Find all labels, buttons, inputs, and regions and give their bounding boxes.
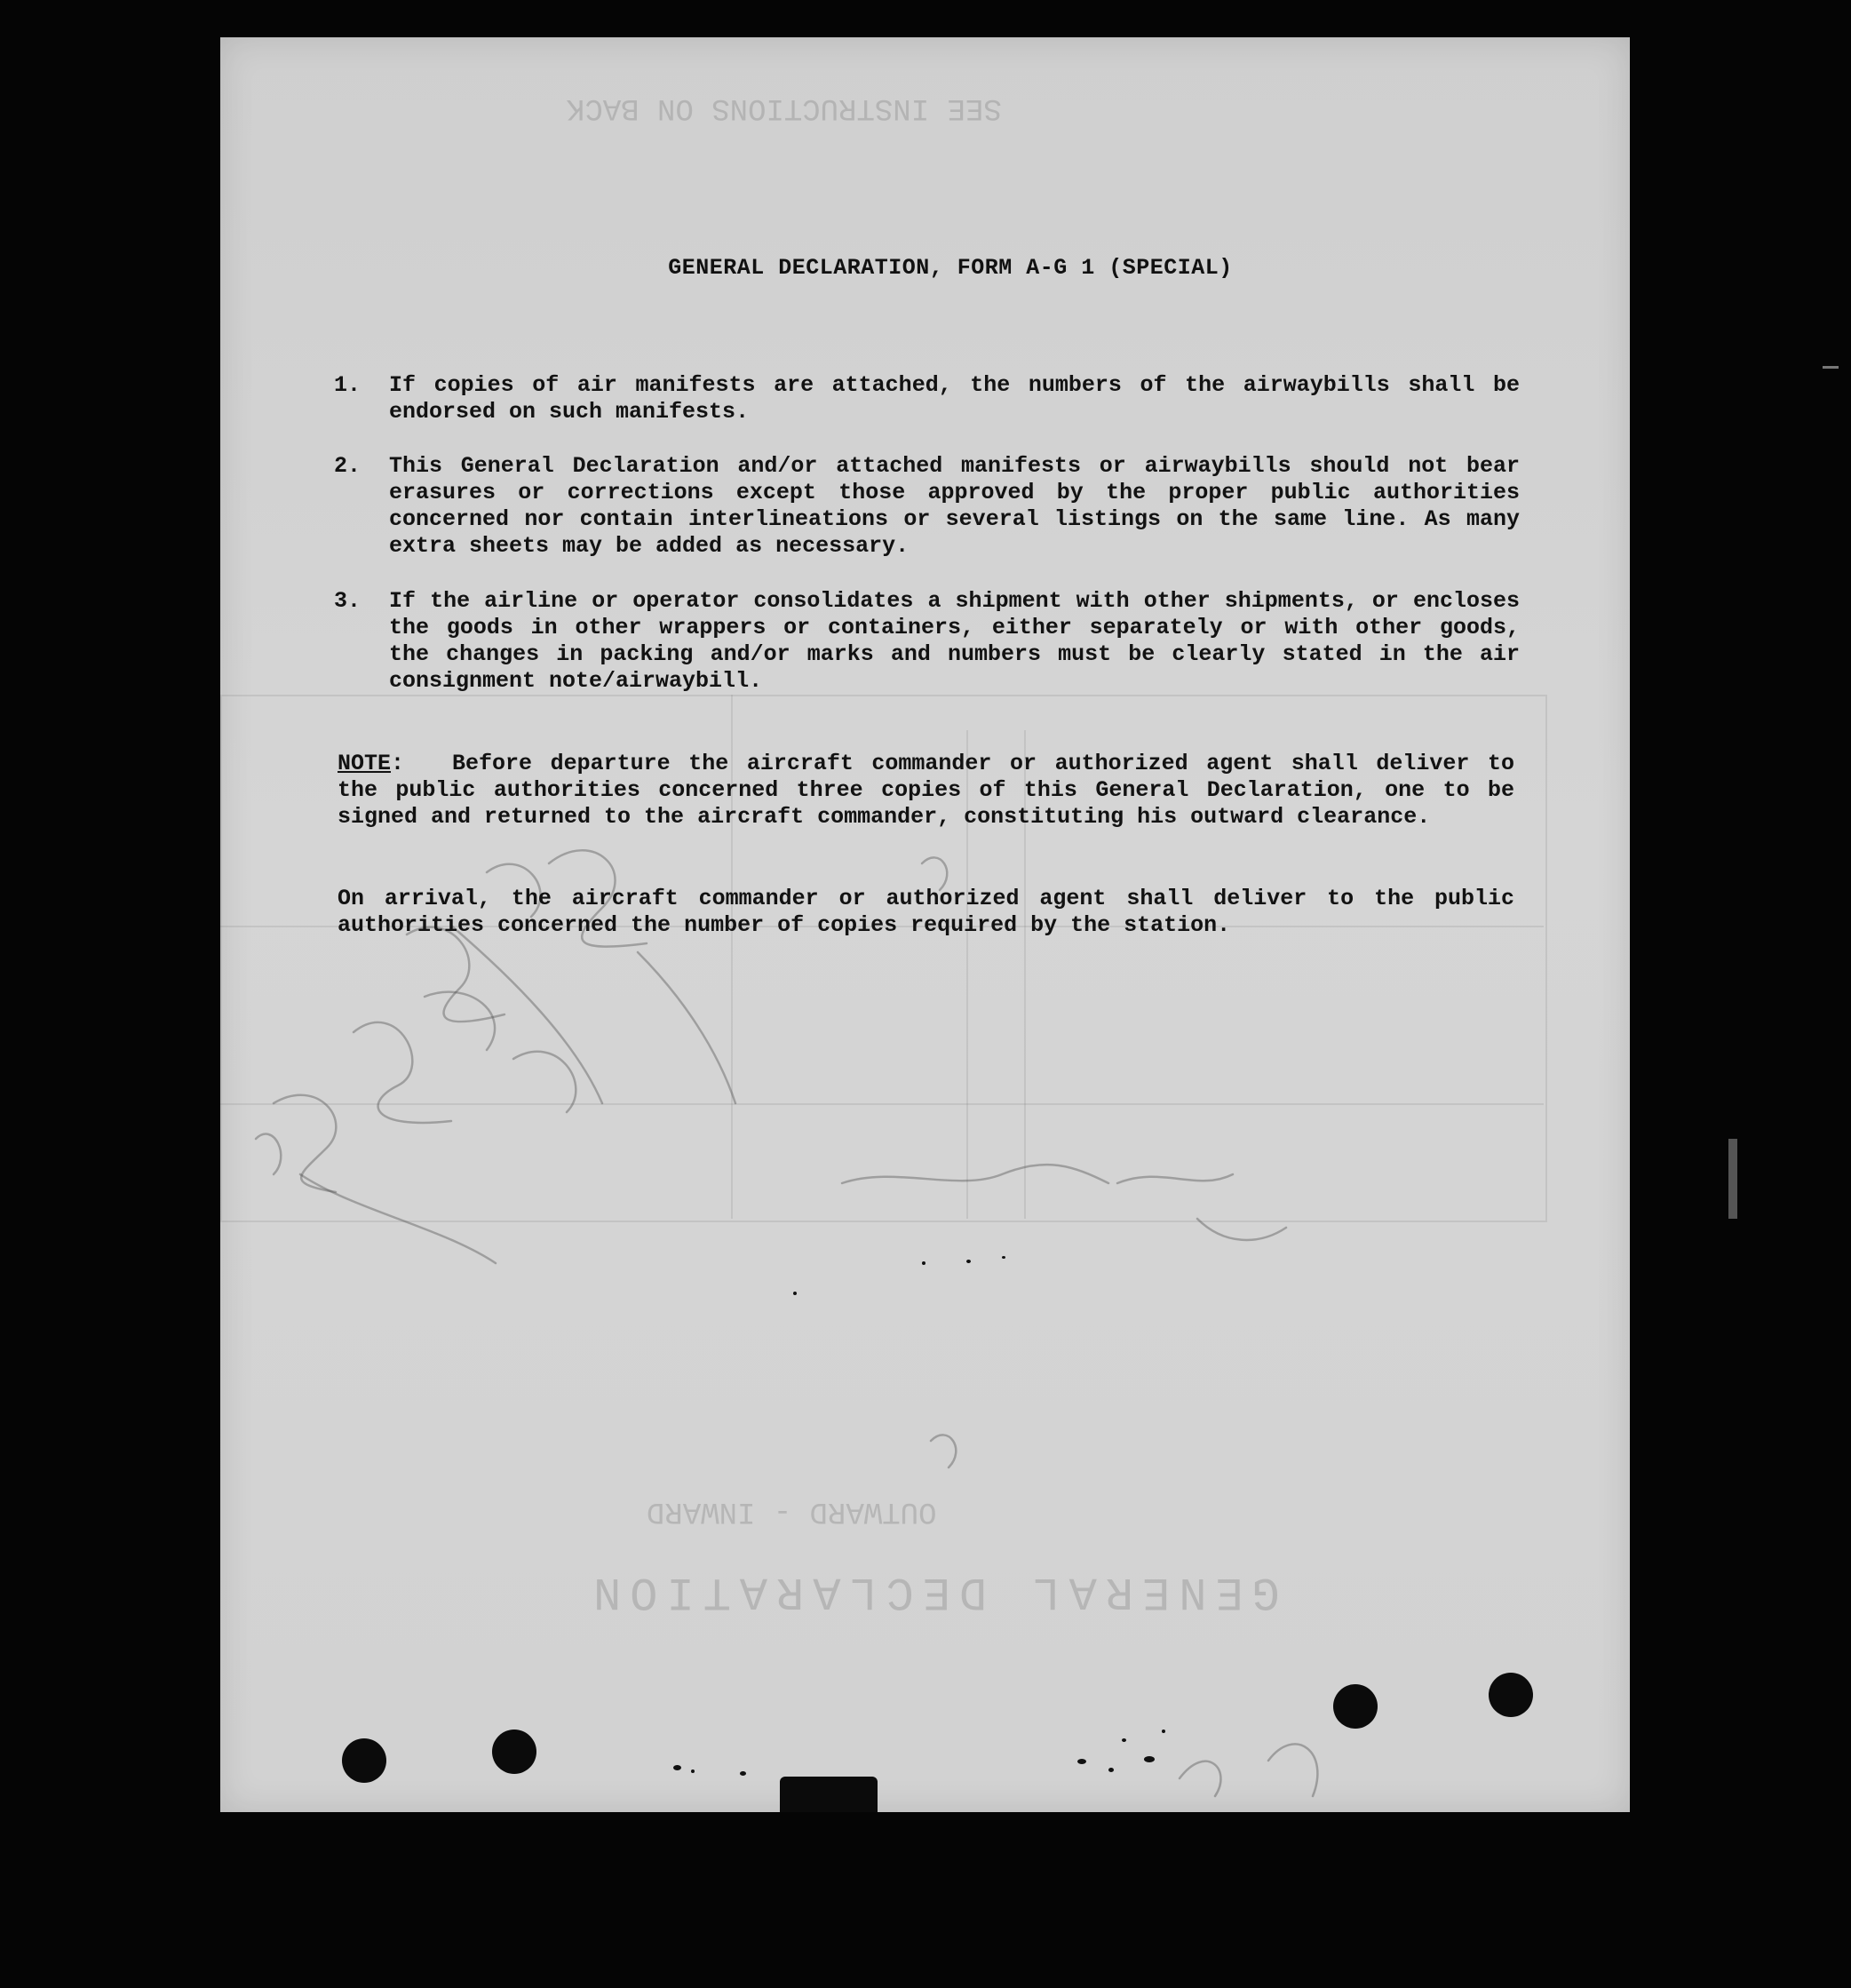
punch-hole-2 [492, 1730, 536, 1774]
item-number: 2. [334, 453, 361, 479]
note-colon: : [391, 751, 405, 776]
note-paragraph [338, 751, 1514, 831]
arrival-paragraph: On arrival, the aircraft commander or authorized agent shall deliver to the public authorities concerned the number of copies required by the station. [338, 886, 1514, 938]
document-title: GENERAL DECLARATION, FORM A-G 1 (SPECIAL) [668, 255, 1233, 281]
speck [673, 1765, 681, 1770]
punch-hole-3 [1333, 1684, 1378, 1729]
speck [1122, 1738, 1126, 1742]
instruction-item-1 [334, 372, 1520, 425]
item-text: If copies of air manifests are attached, the numbers of the airwaybills shall be endorsed on such manifests. [389, 372, 1520, 425]
note-text: Before departure the aircraft commander or authorized agent shall deliver to the public authorities concerned three copies of this General Declaration, one to be signed and returned to the aircraft commander, constituting his outward clearance. [338, 751, 1514, 830]
speck [922, 1261, 926, 1265]
bleed-through-header: SEE INSTRUCTIONS ON BACK [567, 91, 1002, 124]
punch-hole-1 [342, 1738, 386, 1783]
edge-mark [1823, 366, 1839, 369]
speck [1144, 1756, 1155, 1762]
item-number: 3. [334, 588, 361, 614]
speck [1162, 1730, 1165, 1733]
bleed-through-subfooter: OUTWARD - INWARD [647, 1494, 937, 1528]
speck [691, 1769, 695, 1773]
edge-mark [1728, 1139, 1737, 1219]
speck [793, 1292, 797, 1295]
item-text: If the airline or operator consolidates a shipment with other shipments, or encloses the goods in other wrappers or containers, either separately or with other goods, the changes in packing and/or marks and numbers must be clearly stated in the air consignment note/airwaybill. [389, 588, 1520, 694]
speck [740, 1771, 746, 1776]
speck [1077, 1759, 1086, 1764]
item-number: 1. [334, 372, 361, 398]
punch-hole-4 [1489, 1673, 1533, 1717]
bleed-through-footer: GENERAL DECLARATION [584, 1565, 1280, 1618]
note-label: NOTE [338, 751, 392, 776]
instruction-item-2 [334, 453, 1520, 560]
instruction-item-3 [334, 588, 1520, 695]
speck [1108, 1768, 1114, 1772]
speck [966, 1260, 971, 1263]
torn-edge-tab [780, 1777, 878, 1812]
speck [1002, 1256, 1005, 1259]
item-text: This General Declaration and/or attached manifests or airwaybills should not bear erasures or corrections except those approved by the proper public authorities concerned nor contain interlineations or several listings on the same line. As many extra sheets may be added as necessary. [389, 453, 1520, 559]
document-page [220, 37, 1630, 1812]
